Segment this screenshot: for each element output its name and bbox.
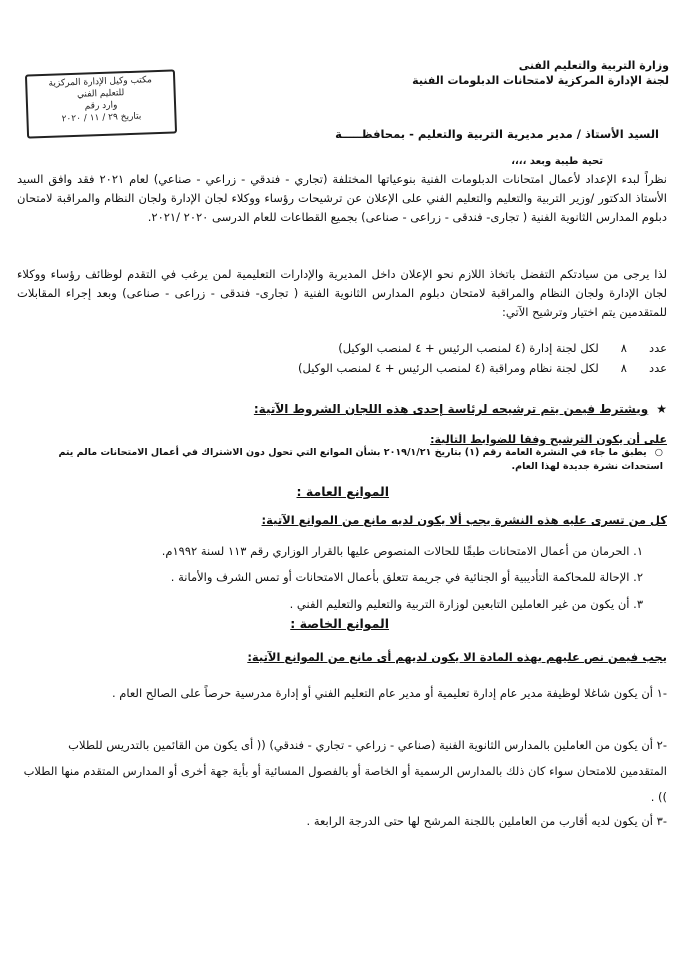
special-obstacles-title: الموانع الخاصة : — [290, 616, 389, 631]
special-item-3: -٣ أن يكون لديه أقارب من العاملين باللجنة المرشح لها حتى الدرجة الرابعة . — [306, 814, 667, 828]
incoming-stamp — [25, 69, 177, 138]
request-paragraph: لذا يرجى من سيادتكم التفضل باتخاذ اللازم نحو الإعلان داخل المديرية والإدارات التعليمية لمن يرغب في التقدم لوظائف رؤساء ووكلاء لجان الإدارة ولجان النظام والمراقبة لامتحان دبلوم المدارس الثانوية الفنية ( تجارى- فندقى - زراعى - صناعى) وبعد إجراء المقابلات للمتقدمين يتم اختيار وترشيح الآتي: — [17, 267, 667, 319]
general-item-2: ٢. الإحالة للمحاكمة التأديبية أو الجنائية في جريمة تتعلق بأعمال الامتحانات أو تمس الشرف والأمانة . — [170, 570, 643, 584]
general-item-3: ٣. أن يكون من غير العاملين التابعين لوزارة التربية والتعليم والتعليم الفني . — [289, 597, 643, 611]
count-label: عدد — [648, 341, 667, 355]
conditions-text: ويشترط فيمن يتم ترشيحه لرئاسة إحدى هذه اللجان الشروط الآتية: — [253, 402, 649, 416]
count-text: لكل لجنة إدارة (٤ لمنصب الرئيس + ٤ لمنصب الوكيل) — [338, 341, 599, 355]
bulletin-note-text: يطبق ما جاء في النشرة العامة رقم (١) بتاريخ ٢٠١٩/١/٢١ بشأن الموانع التي تحول دون الاشتراك في أعمال الامتحانات مالم يتم استحداث نشرة جديدة لهذا العام. — [58, 447, 663, 472]
intro-paragraph: نظراً لبدء الإعداد لأعمال امتحانات الدبلومات الفنية بنوعياتها المختلفة (تجاري - فندقي - زراعي - صناعي) لعام ٢٠٢١ فقد وافق السيد الأستاذ الدكتور /وزير التربية والتعليم والتعليم الفني على الإعلان عن ترشيحات رؤساء ووكلاء لجان الإدارة ولجان النظام والمراقبة لامتحان دبلوم المدارس الثانوية الفنية ( تجارى- فندقى - زراعى - صناعى) بجميع القطاعات للعام الدرسى ٢٠٢٠ /٢٠٢١. — [17, 172, 667, 224]
star-bullet-icon: ★ — [656, 402, 667, 416]
count-text: لكل لجنة نظام ومراقبة (٤ لمنصب الرئيس + ٤ لمنصب الوكيل) — [298, 361, 599, 375]
special-item-2: -٢ أن يكون من العاملين بالمدارس الثانوية الفنية (صناعي - زراعي - تجاري - فندقي) (( أى يكون من القائمين بالتدريس للطلاب المتقدمين للامتحان سواء كان ذلك بالمدارس الرسمية أو الخاصة أو بالفصول المسائية أو بأية جهة أخرى أو المدارس المتقدم منها الطلاب )) . — [23, 738, 667, 804]
committee-name: لجنة الإدارة المركزية لامتحانات الدبلومات الفنية — [412, 74, 669, 87]
general-obstacles-title: الموانع العامة : — [296, 484, 389, 499]
count-number: ٨ — [620, 341, 627, 355]
ministry-name: وزارة التربية والتعليم الفنى — [518, 59, 669, 72]
special-obstacles-lead: يجب فيمن نص عليهم بهذه المادة الا يكون لديهم أى مانع من الموانع الآتية: — [247, 650, 667, 664]
general-item-1: ١. الحرمان من أعمال الامتحانات طبقًا للحالات المنصوص عليها بالقرار الوزاري رقم ١١٣ لسنة ١٩٩٢م. — [161, 544, 643, 558]
stamp-department: للتعليم الفني — [76, 88, 125, 100]
nomination-rule: على أن يكون الترشيح وفقا للضوابط التالية: — [430, 433, 667, 446]
special-item-1: -١ أن يكون شاغلا لوظيفة مدير عام إدارة تعليمية أو مدير عام التعليم الفني أو إدارة مدرسية حرصاً على الصالح العام . — [111, 686, 667, 700]
circle-bullet-icon: ○ — [654, 447, 663, 458]
general-obstacles-lead: كل من تسرى عليه هذه النشرة يجب ألا يكون لديه مانع من الموانع الآتية: — [261, 513, 667, 527]
count-row-order — [298, 361, 667, 375]
stamp-date: بتاريخ ٢٩ / ١١ / ٢٠٢٠ — [61, 111, 142, 125]
ministry-header — [412, 58, 669, 88]
count-number: ٨ — [620, 361, 627, 375]
greeting: تحية طيبة وبعد ،،،، — [511, 156, 603, 167]
addressee: السيد الأستاذ / مدير مديرية التربية والتعليم - بمحافظـــــة — [335, 127, 659, 141]
bulletin-note — [23, 446, 663, 474]
stamp-office: مكتب وكيل الإدارة المركزية — [48, 75, 153, 89]
conditions-title — [254, 402, 667, 416]
stamp-number: وارد رقم — [84, 100, 118, 112]
count-label: عدد — [648, 361, 667, 375]
count-row-management — [338, 341, 667, 355]
